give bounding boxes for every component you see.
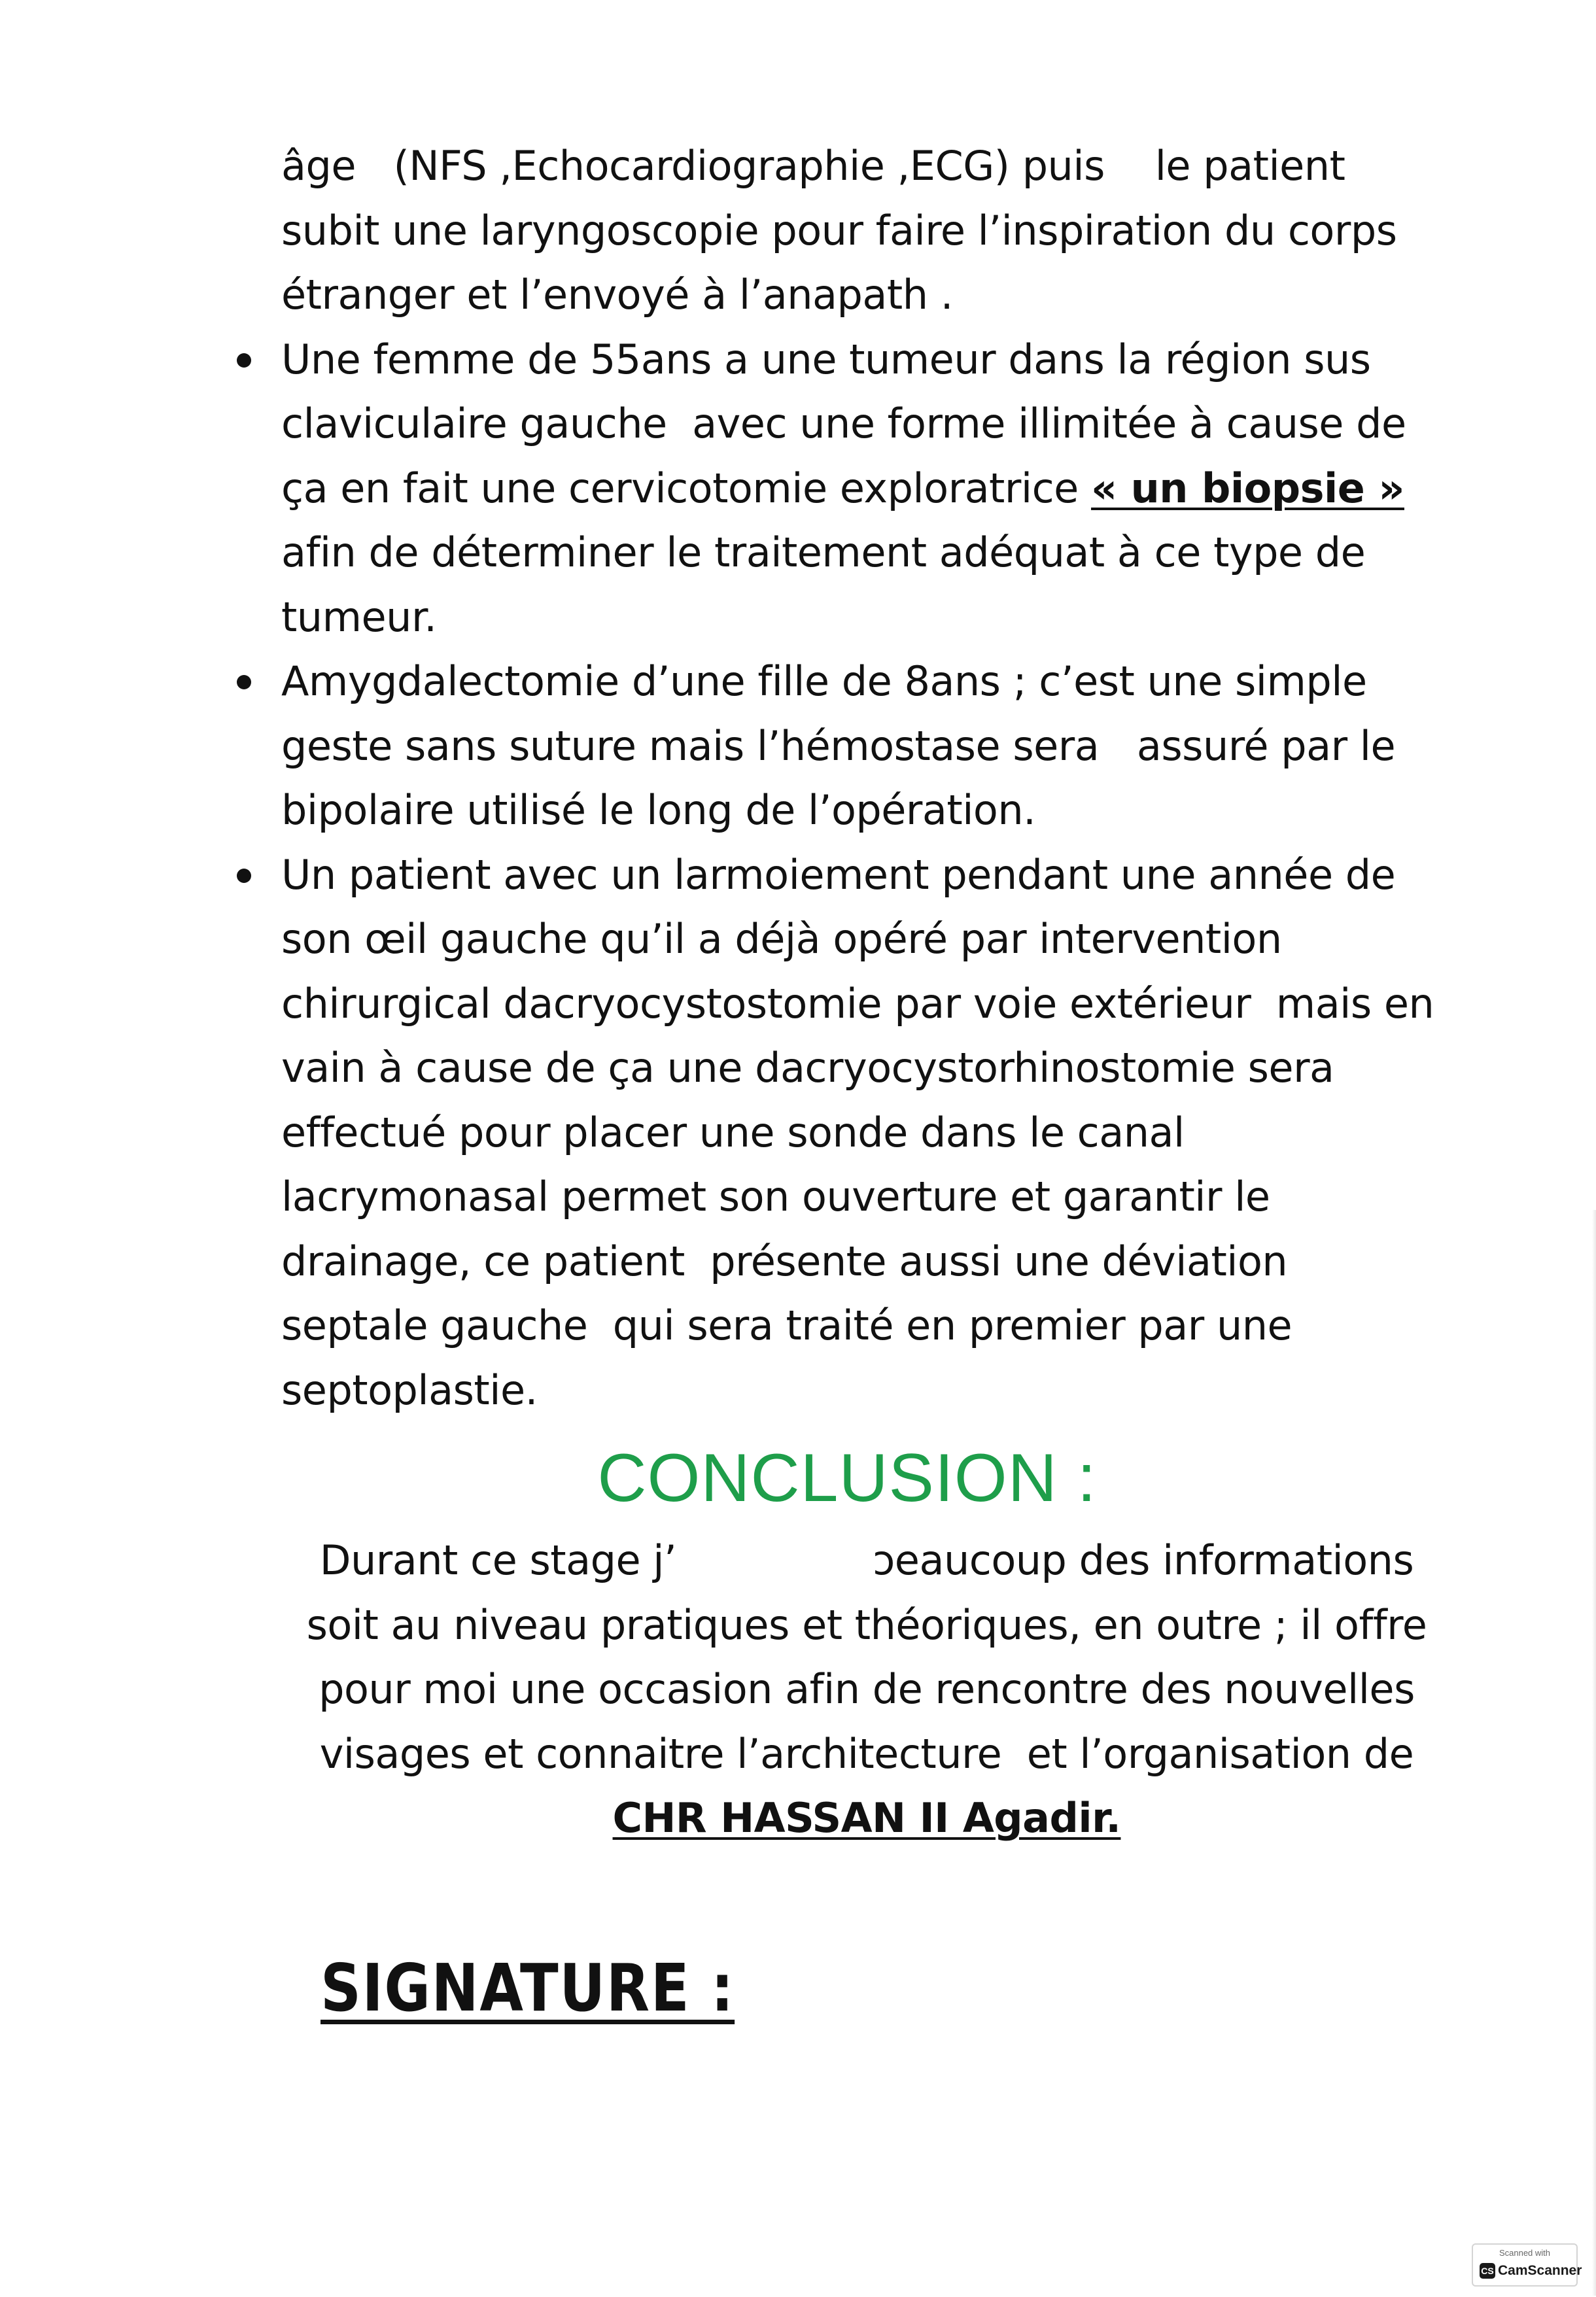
conclusion-heading: CONCLUSION :: [597, 1440, 1097, 1516]
conclusion-line: [275, 1786, 1459, 1851]
case-item-amygdalectomie: [281, 649, 1446, 843]
conclusion-paragraph: [275, 1528, 1459, 1851]
case-item-larmoiement: [281, 843, 1446, 1423]
case-line: septoplastie.: [281, 1366, 538, 1414]
intro-paragraph: [281, 134, 1446, 328]
watermark-brand: CamScanner: [1498, 2263, 1582, 2278]
case-line: son œil gauche qu’il a déjà opéré par intervention: [281, 915, 1282, 963]
biopsie-emphasis: « un biopsie »: [1091, 464, 1404, 512]
case-line: tumeur.: [281, 593, 437, 641]
watermark-caption: Scanned with: [1499, 2248, 1551, 2258]
case-line: drainage, ce patient présente aussi une déviation: [281, 1237, 1288, 1285]
signature-heading: SIGNATURE :: [321, 1950, 735, 2026]
intro-line: âge (NFS ,Echocardiographie ,ECG) puis le patient: [281, 142, 1345, 190]
case-line: Amygdalectomie d’une fille de 8ans ; c’est une simple: [281, 657, 1367, 705]
conclusion-line: visages et connaitre l’architecture et l’organisation de: [319, 1729, 1414, 1778]
case-line: [281, 457, 1446, 521]
case-line: claviculaire gauche avec une forme illimitée à cause de: [281, 400, 1406, 447]
case-line: lacrymonasal permet son ouverture et garantir le: [281, 1173, 1270, 1220]
bullet-icon: [237, 869, 251, 883]
camscanner-logo-icon: CS: [1480, 2263, 1495, 2279]
conclusion-line: soit au niveau pratiques et théoriques, en outre ; il offre: [306, 1600, 1427, 1649]
case-line-prefix: ça en fait une cervicotomie exploratrice: [281, 464, 1092, 512]
case-line: bipolaire utilisé le long de l’opération.: [281, 786, 1036, 834]
intro-line: étranger et l’envoyé à l’anapath .: [281, 271, 953, 319]
conclusion-line: [275, 1528, 1459, 1593]
body-text: [281, 134, 1446, 1423]
case-line: chirurgical dacryocystostomie par voie extérieur mais en: [281, 979, 1434, 1028]
conclusion-line-start: Durant ce stage j’: [319, 1536, 677, 1584]
redacted-region: [676, 1544, 873, 1583]
case-line: geste sans suture mais l’hémostase sera assuré par le: [281, 721, 1396, 770]
case-line: septale gauche qui sera traité en premier par une: [281, 1302, 1292, 1349]
case-item-tumeur: [281, 328, 1446, 650]
bullet-icon: [237, 675, 251, 689]
intro-line: subit une laryngoscopie pour faire l’inspiration du corps: [281, 206, 1397, 254]
conclusion-line: pour moi une occasion afin de rencontre des nouvelles: [319, 1665, 1415, 1713]
scan-edge-shadow: [1592, 1210, 1596, 2296]
camscanner-watermark: [1472, 2243, 1582, 2287]
case-line: effectué pour placer une sonde dans le canal: [281, 1108, 1185, 1156]
case-line: vain à cause de ça une dacryocystorhinostomie sera: [281, 1044, 1334, 1092]
case-list: [281, 328, 1446, 1423]
case-line: Une femme de 55ans a une tumeur dans la région sus: [281, 335, 1371, 383]
hospital-name: CHR HASSAN II Agadir.: [612, 1794, 1121, 1842]
conclusion-line-end: ɔeaucoup des informations: [873, 1536, 1414, 1584]
bullet-icon: [237, 353, 251, 368]
case-line: Un patient avec un larmoiement pendant une année de: [281, 850, 1396, 899]
case-line: afin de déterminer le traitement adéquat à ce type de: [281, 528, 1366, 576]
